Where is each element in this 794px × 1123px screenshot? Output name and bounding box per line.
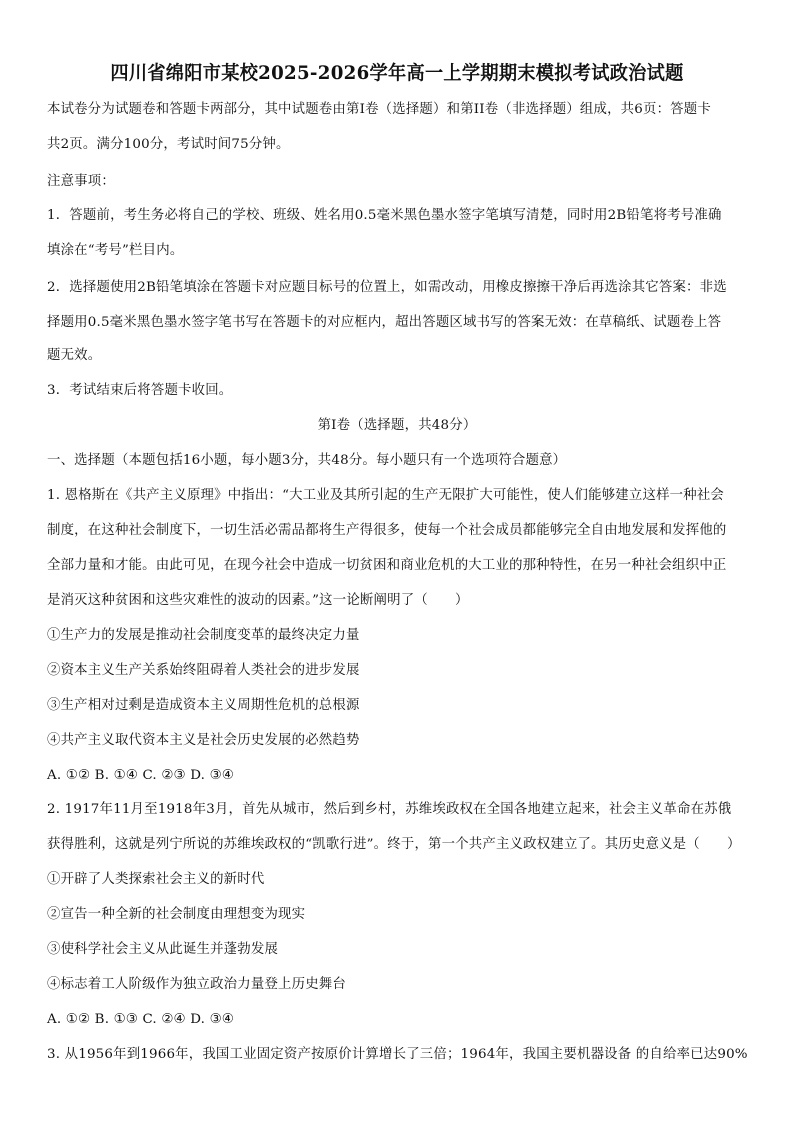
intro-line: 本试卷分为试题卷和答题卡两部分，其中试题卷由第I卷（选择题）和第II卷（非选择题）组成，共6页：答题卡 <box>47 102 711 117</box>
question-2-option: ①开辟了人类探索社会主义的新时代 <box>47 872 265 887</box>
question-2-option: ④标志着工人阶级作为独立政治力量登上历史舞台 <box>47 977 346 992</box>
question-2-stem: 获得胜利，这就是列宁所说的苏维埃政权的“凯歌行进”。终于，第一个共产主义政权建立了。其历史意义是（ ） <box>47 837 741 852</box>
question-2-option: ②宣告一种全新的社会制度由理想变为现实 <box>47 907 306 922</box>
question-1-option: ②资本主义生产关系始终阻碍着人类社会的进步发展 <box>47 663 360 678</box>
question-1-stem: 制度，在这种社会制度下，一切生活必需品都将生产得很多，使每一个社会成员都能够完全自由地发展和发挥他的 <box>47 523 727 538</box>
notice-line: 题无效。 <box>47 348 102 363</box>
question-1-stem: 1. 恩格斯在《共产主义原理》中指出：“大工业及其所引起的生产无限扩大可能性，使人们能够建立这样一种社会 <box>47 488 725 503</box>
question-2-option: ③使科学社会主义从此诞生并蓬勃发展 <box>47 942 279 957</box>
question-3-stem: 3. 从1956年到1966年，我国工业固定资产按原价计算增长了三倍；1964年，我国主要机器设备 的自给率已达90% <box>47 1047 748 1062</box>
notice-line: 填涂在“考号”栏目内。 <box>47 243 184 258</box>
section-title: 第I卷（选择题，共48分） <box>317 418 477 433</box>
question-1-choices: A. ①② B. ①④ C. ②③ D. ③④ <box>47 768 234 783</box>
notice-heading: 注意事项： <box>47 174 115 189</box>
question-1-stem: 全部力量和才能。由此可见，在现今社会中造成一切贫困和商业危机的大工业的那种特性，在另一种社会组织中正 <box>47 558 727 573</box>
intro-line: 共2页。满分100分，考试时间75分钟。 <box>47 137 290 152</box>
notice-line: 2．选择题使用2B铅笔填涂在答题卡对应题目标号的位置上，如需改动，用橡皮擦擦干净后再选涂其它答案：非选 <box>47 280 727 295</box>
question-2-choices: A. ①② B. ①③ C. ②④ D. ③④ <box>47 1012 234 1027</box>
part-heading: 一、选择题（本题包括16小题，每小题3分，共48分。每小题只有一个选项符合题意） <box>47 453 567 468</box>
question-1-option: ④共产主义取代资本主义是社会历史发展的必然趋势 <box>47 733 360 748</box>
question-2-stem: 2. 1917年11月至1918年3月，首先从城市，然后到乡村，苏维埃政权在全国各地建立起来，社会主义革命在苏俄 <box>47 802 732 817</box>
question-1-stem: 是消灭这种贫困和这些灾难性的波动的因素。”这一论断阐明了（ ） <box>47 593 469 608</box>
notice-line: 择题用0.5毫米黑色墨水签字笔书写在答题卡的对应框内，超出答题区域书写的答案无效：在草稿纸、试题卷上答 <box>47 315 722 330</box>
page-title: 四川省绵阳市某校2025-2026学年高一上学期期末模拟考试政治试题 <box>110 62 684 84</box>
notice-line: 3．考试结束后将答题卡收回。 <box>47 383 233 398</box>
question-1-option: ①生产力的发展是推动社会制度变革的最终决定力量 <box>47 628 360 643</box>
notice-line: 1．答题前，考生务必将自己的学校、班级、姓名用0.5毫米黑色墨水签字笔填写清楚，同时用2B铅笔将考号准确 <box>47 208 722 223</box>
question-1-option: ③生产相对过剩是造成资本主义周期性危机的总根源 <box>47 698 360 713</box>
